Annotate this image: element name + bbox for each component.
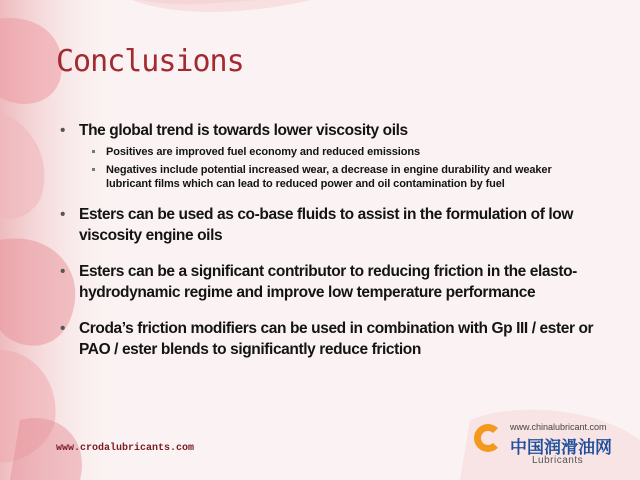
sub-bullet-item: Positives are improved fuel economy and reduced emissions (79, 145, 600, 159)
slide-title: Conclusions (56, 44, 244, 79)
bullet-text: The global trend is towards lower viscosity oils (79, 122, 408, 139)
footer-url: www.crodalubricants.com (56, 443, 195, 454)
sub-bullet-list (79, 145, 600, 191)
bullet-item: • Croda’s friction modifiers can be used in combination with Gp III / ester or PAO / ester blends to significantly reduce friction (60, 318, 600, 360)
sub-bullet-item: Negatives include potential increased wear, a decrease in engine durability and weaker lubricant films which can lead to reduced power and oil contamination by fuel (79, 163, 600, 191)
bullet-item: • Esters can be a significant contributor to reducing friction in the elasto-hydrodynamic regime and improve low temperature performance (60, 261, 600, 303)
bullet-item (60, 120, 600, 191)
watermark-url: www.chinalubricant.com (510, 422, 607, 432)
bullet-list (60, 120, 600, 360)
watermark-chinese-name: 中国润滑油网 (510, 438, 612, 458)
watermark-logo (474, 418, 634, 474)
watermark-subtitle: Lubricants (532, 455, 584, 466)
bullet-item: • Esters can be used as co-base fluids to assist in the formulation of low viscosity engine oils (60, 204, 600, 246)
logo-circle-icon (474, 424, 502, 452)
